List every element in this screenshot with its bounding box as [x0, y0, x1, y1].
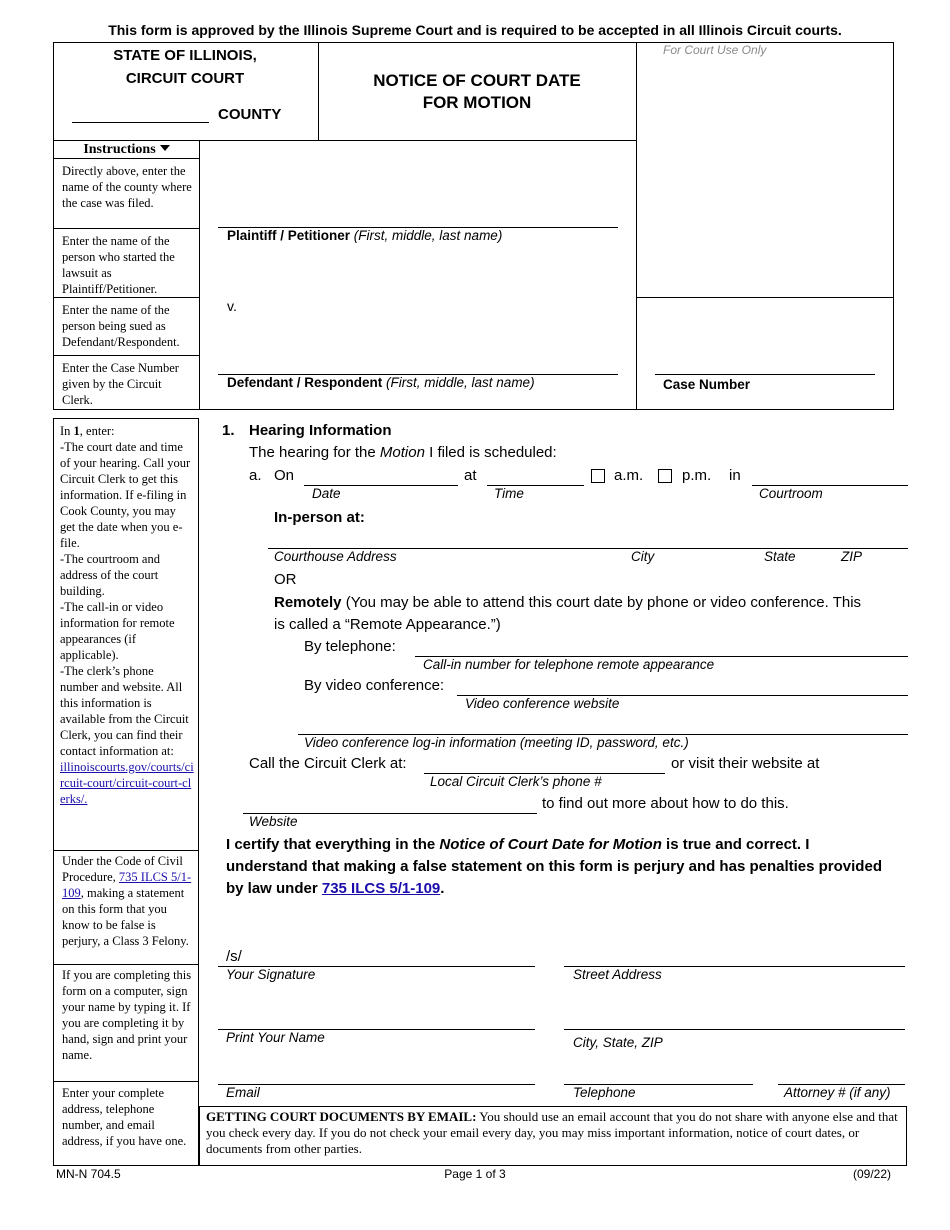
am-label: a.m. — [614, 467, 644, 484]
at-label: at — [464, 467, 477, 484]
section-number: 1. — [222, 422, 235, 439]
hearing-intro: The hearing for the Motion I filed is scheduled: — [249, 444, 557, 461]
page-number: Page 1 of 3 — [444, 1167, 506, 1181]
courthouse-address-label: Courthouse Address — [274, 549, 397, 564]
certify-line1: I certify that everything in the Notice of Court Date for Motion is true and correct. I — [226, 836, 810, 853]
zip-label: ZIP — [841, 549, 863, 564]
item-a: a. — [249, 467, 262, 484]
county-field[interactable] — [72, 122, 209, 123]
case-number-label: Case Number — [663, 377, 751, 392]
instruction-signature: If you are completing this form on a computer, sign your name by typing it. If you are completing it by hand, sign and print your name. — [62, 968, 192, 1062]
remotely-text: Remotely (You may be able to attend this court date by phone or video conference. This — [274, 594, 862, 611]
or-label: OR — [274, 571, 297, 588]
form-title-line2: FOR MOTION — [422, 93, 532, 112]
your-signature-label: Your Signature — [226, 967, 316, 982]
email-label: Email — [226, 1085, 260, 1100]
instructions-title: Instructions — [54, 142, 199, 158]
email-notice: GETTING COURT DOCUMENTS BY EMAIL: You should use an email account that you do not share with anyone else and that you check every day. If you do not check your email every day, you may miss important information, notice of court dates, or documents from other parties. — [206, 1109, 898, 1156]
statute-link-sidebar[interactable]: 735 ILCS 5/1-109 — [62, 870, 192, 900]
form-version: (09/22) — [853, 1167, 892, 1181]
on-label: On — [274, 467, 295, 484]
call-in-number-label: Call-in number for telephone remote appearance — [423, 657, 715, 672]
court-use-only-label: For Court Use Only — [663, 43, 767, 57]
signature-mark: /s/ — [226, 948, 242, 965]
attorney-number-label: Attorney # (if any) — [784, 1085, 891, 1100]
instruction-contact: Enter your complete address, telephone number, and email address, if you have one. — [62, 1086, 187, 1148]
print-name-label: Print Your Name — [226, 1030, 325, 1045]
street-address-label: Street Address — [573, 967, 662, 982]
clerks-directory-link[interactable]: illinoiscourts.gov/courts/circuit-court/circuit-court-clerks/. — [60, 760, 194, 806]
am-checkbox[interactable] — [591, 469, 605, 483]
versus-label: v. — [227, 298, 237, 314]
state-label-field: State — [764, 549, 796, 564]
city-label: City — [631, 549, 655, 564]
date-label: Date — [312, 486, 341, 501]
certify-line3: by law under 735 ILCS 5/1-109. — [226, 880, 445, 897]
website-label: Website — [249, 814, 298, 829]
plaintiff-label: Plaintiff / Petitioner (First, middle, last name) — [227, 228, 503, 243]
dropdown-triangle-icon — [160, 145, 170, 151]
case-number-field[interactable] — [655, 374, 875, 375]
courtroom-label: Courtroom — [759, 486, 823, 501]
video-website-label: Video conference website — [465, 696, 620, 711]
instruction-defendant: Enter the name of the person being sued as Defendant/Respondent. — [62, 303, 180, 349]
instruction-case-number: Enter the Case Number given by the Circuit Clerk. — [62, 361, 179, 407]
video-login-label: Video conference log-in information (meeting ID, password, etc.) — [304, 735, 689, 750]
clerk-phone-label: Local Circuit Clerk’s phone # — [430, 774, 602, 789]
pm-checkbox[interactable] — [658, 469, 672, 483]
call-clerk-label: Call the Circuit Clerk at: — [249, 755, 407, 772]
city-state-zip-field[interactable] — [564, 1029, 905, 1030]
defendant-label: Defendant / Respondent (First, middle, last name) — [227, 375, 535, 390]
in-person-heading: In-person at: — [274, 509, 365, 526]
certify-line2: understand that making a false statement on this form is perjury and has penalties provided — [226, 858, 882, 875]
hearing-title: Hearing Information — [249, 422, 392, 439]
statute-link-certify[interactable]: 735 ILCS 5/1-109 — [321, 880, 441, 897]
county-label: COUNTY — [218, 106, 282, 123]
instruction-plaintiff: Enter the name of the person who started the lawsuit as Plaintiff/Petitioner. — [62, 234, 175, 296]
time-label: Time — [494, 486, 524, 501]
form-title-line1: NOTICE OF COURT DATE — [373, 71, 581, 90]
city-state-zip-label: City, State, ZIP — [573, 1035, 663, 1050]
court-label: CIRCUIT COURT — [125, 70, 245, 87]
form-id: MN-N 704.5 — [56, 1167, 121, 1181]
pm-label: p.m. — [682, 467, 712, 484]
by-video-label: By video conference: — [304, 677, 445, 694]
in-label: in — [729, 467, 741, 484]
remote-appearance-text: is called a “Remote Appearance.”) — [274, 616, 501, 633]
telephone-label: Telephone — [573, 1085, 636, 1100]
by-telephone-label: By telephone: — [304, 638, 396, 655]
state-label: STATE OF ILLINOIS, — [113, 47, 257, 64]
instruction-hearing: In 1, enter: -The court date and time of your hearing. Call your Circuit Clerk to get this information. If e-filing in Cook County, you may get the date when you e-file. -The courtroom and address of the court building. -The call-in or video information for remote appearances (if applicable). -The clerk’s phone number and website. All this information is available from the Circuit Clerk, you can find their contact information at: illinoiscourts.gov/courts/circuit-court/circuit-court-clerks/. — [60, 424, 194, 806]
or-visit-label: or visit their website at — [671, 755, 820, 772]
instruction-perjury: Under the Code of Civil Procedure, 735 ILCS 5/1-109, making a statement on this form that you know to be false is perjury, a Class 3 Felony. — [62, 854, 192, 948]
approval-note: This form is approved by the Illinois Supreme Court and is required to be accepted in all Illinois Circuit courts. — [108, 22, 842, 38]
find-out-more-text: to find out more about how to do this. — [542, 795, 789, 812]
instruction-county: Directly above, enter the name of the county where the case was filed. — [62, 164, 192, 210]
email-field[interactable] — [218, 1084, 535, 1085]
